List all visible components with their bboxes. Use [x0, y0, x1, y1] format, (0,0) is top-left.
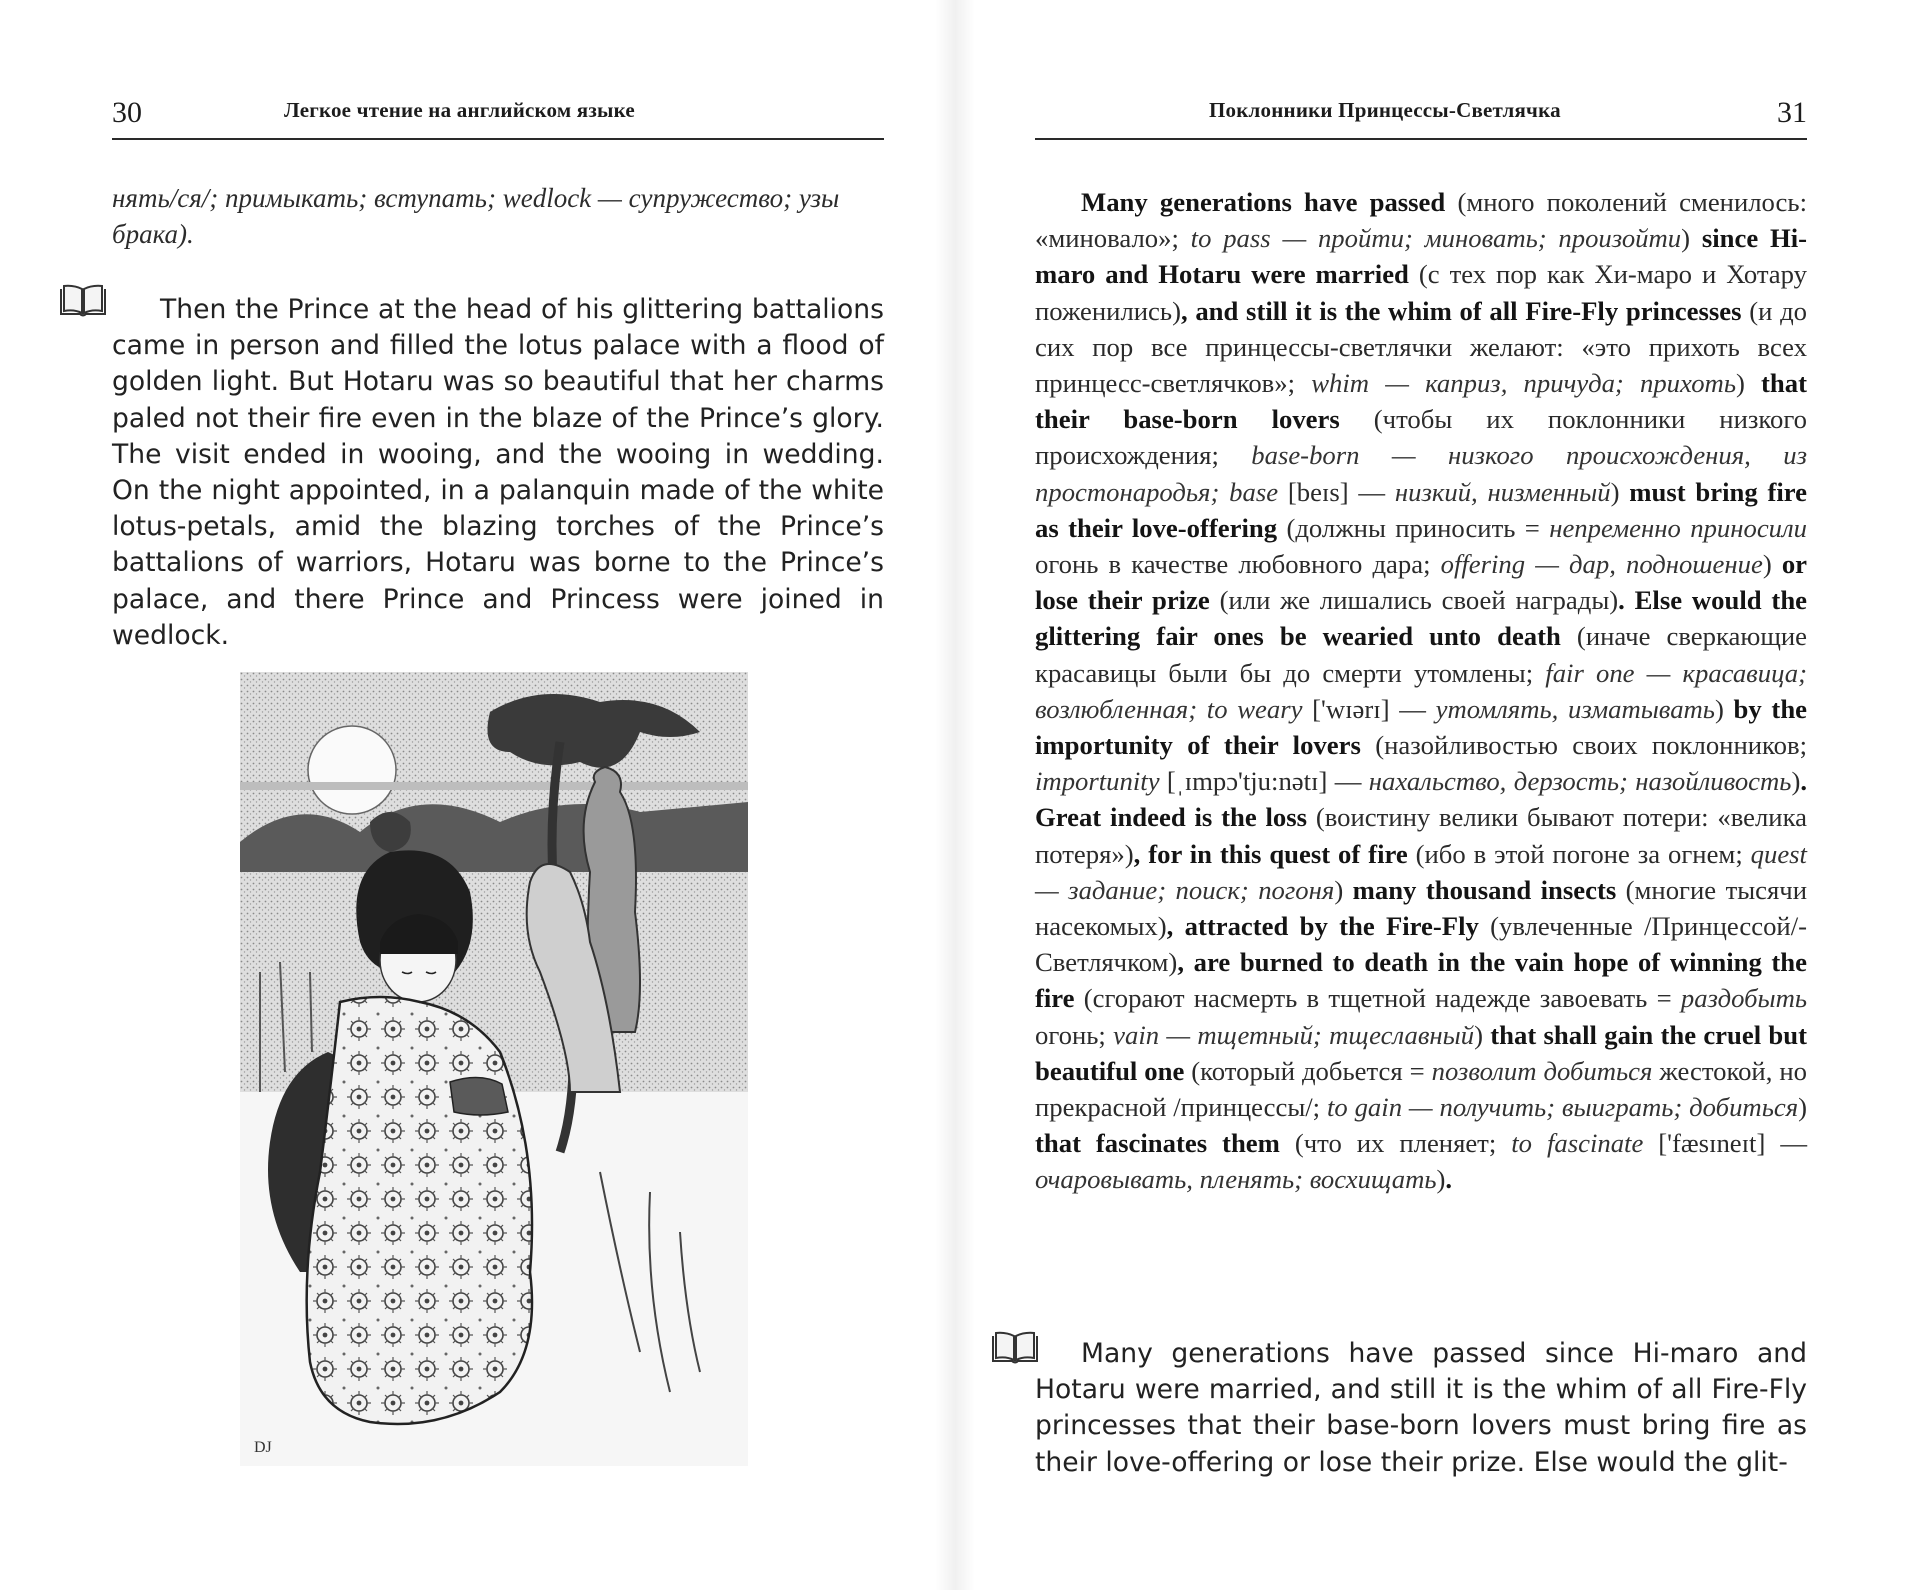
left-continuation-text: нять/ся/; примыкать; вступать; wedlock — супружество; узы брака). — [112, 183, 840, 249]
russian-translation: ['fæsɪneɪt] — — [1643, 1128, 1808, 1159]
russian-translation: ) — [1474, 1019, 1491, 1050]
russian-translation: ) — [1681, 223, 1702, 254]
gloss-italic: base-born — низкого происхождения, из простонародья; base — [1035, 440, 1807, 507]
gloss-italic: нахальство, дерзость; назойливость — [1368, 766, 1792, 797]
russian-translation: (сгорают насмерть в тщетной надежде завоевать = — [1074, 983, 1681, 1014]
russian-translation: (воистину велики бывают потери: «велика потеря») — [1035, 802, 1807, 869]
left-running-title: Легкое чтение на английском языке — [284, 98, 635, 122]
gloss-italic: vain — тщетный; тщеславный — [1113, 1019, 1475, 1050]
russian-translation: (должны приносить = — [1277, 512, 1550, 543]
gloss-italic: очаровывать, пленять; восхищать — [1035, 1164, 1437, 1195]
right-running-head — [1035, 92, 1807, 140]
gloss-italic: importunity — [1035, 766, 1160, 797]
gloss-italic: низкий, низменный — [1394, 476, 1611, 507]
right-page-number: 31 — [1777, 96, 1807, 129]
russian-translation: (с тех пор как Хи-маро и Хотару поженились) — [1035, 259, 1807, 326]
russian-translation: (ибо в этой погоне за огнем; — [1407, 838, 1751, 869]
right-page — [955, 0, 1910, 1590]
english-phrase: . — [1445, 1164, 1453, 1195]
gloss-italic: раздобыть — [1680, 983, 1807, 1014]
russian-translation: огонь; — [1035, 1019, 1114, 1050]
illustration-artwork — [240, 672, 748, 1466]
english-phrase: , are burned to death in the vain hope of winning the fire — [1035, 947, 1807, 1014]
geisha-illustration — [240, 672, 748, 1466]
english-phrase: must bring fire as their love-offering — [1035, 476, 1807, 543]
english-phrase: that shall gain the cruel but beautiful one — [1035, 1019, 1807, 1086]
russian-translation: (назойливостью своих поклонников; — [1360, 730, 1807, 761]
english-phrase: . Else would the glittering fair ones be wearied unto death — [1035, 585, 1808, 652]
left-running-head — [112, 92, 884, 140]
english-phrase: , attracted by the Fire-Fly — [1166, 911, 1479, 942]
english-phrase: . Great indeed is the loss — [1035, 766, 1807, 833]
gloss-italic: утомлять, изматывать — [1435, 693, 1715, 724]
english-phrase: , for in this quest of fire — [1133, 838, 1408, 869]
russian-translation: огонь в качестве любовного дара; — [1035, 549, 1441, 580]
left-page-number: 30 — [112, 96, 142, 129]
gloss-italic: to fascinate — [1511, 1128, 1644, 1159]
gloss-italic: fair one — красавица; возлюбленная; to weary — [1035, 657, 1807, 724]
gloss-italic: offering — дар, подношение — [1440, 549, 1763, 580]
english-phrase: , and still it is the whim of all Fire-Fly princesses — [1180, 295, 1742, 326]
right-running-title: Поклонники Принцессы-Светлячка — [1209, 98, 1561, 122]
russian-translation: (многие тысячи насекомых) — [1035, 874, 1807, 942]
english-phrase: since Hi-maro and Hotaru were married — [1035, 223, 1808, 290]
russian-translation: [beɪs] — — [1278, 476, 1395, 507]
russian-translation: ) — [1798, 1092, 1807, 1123]
russian-translation: ) — [1762, 549, 1782, 580]
russian-translation: [ˌɪmpɔ'tju:nətɪ] — — [1159, 766, 1369, 797]
english-phrase: that fascinates them — [1035, 1128, 1280, 1159]
russian-translation: (много поколений сменилось: «миновало»; — [1035, 187, 1807, 254]
gloss-italic: to gain — получить; выиграть; добиться — [1326, 1092, 1799, 1123]
russian-translation: ) — [1714, 693, 1734, 724]
russian-translation: ['wɪərɪ] — — [1302, 693, 1436, 724]
right-english-paragraph: Many generations have passed since Hi-maro and Hotaru were married, and still it is the whim of all Fire-Fly princesses that their base-born lovers must bring fire as their love-offering or lose their prize. Else would the glit- — [1035, 1338, 1807, 1478]
russian-translation: ) — [1436, 1164, 1446, 1195]
bilingual-annotated-paragraph — [1035, 184, 1807, 1198]
english-phrase: Many generations have passed — [1081, 187, 1446, 217]
open-book-icon — [990, 1330, 1040, 1366]
russian-translation: ) — [1610, 476, 1630, 507]
russian-translation: (что их пленяет; — [1279, 1128, 1512, 1159]
english-phrase: that their base-born lovers — [1035, 368, 1807, 435]
gloss-italic: quest — задание; поиск; погоня — [1035, 838, 1807, 905]
gloss-italic: непременно приносили — [1549, 512, 1808, 543]
russian-translation: (иначе сверкающие красавицы были бы до смерти утомлены; — [1035, 621, 1807, 688]
russian-translation: (чтобы их поклонники низкого происхождения; — [1035, 404, 1807, 471]
english-phrase: by the importunity of their lovers — [1035, 693, 1808, 761]
russian-translation: ) — [1334, 874, 1353, 905]
gloss-italic: whim — каприз, причуда; прихоть — [1311, 368, 1736, 399]
english-phrase: many thousand insects — [1352, 874, 1617, 905]
illustration-signature: DJ — [254, 1439, 272, 1456]
russian-translation: (который добьется = — [1184, 1055, 1432, 1086]
russian-translation: ) — [1791, 766, 1801, 797]
english-phrase: or lose their prize — [1035, 549, 1808, 616]
gloss-italic: to pass — пройти; миновать; произойти — [1190, 223, 1682, 254]
left-english-paragraph: Then the Prince at the head of his glittering battalions came in person and filled the lotus palace with a flood of golden light. But Hotaru was so beautiful that her charms paled not their fire even in the blaze of the Prince’s glory. The visit ended in wooing, and the wooing in wedding. On the night appointed, in a palanquin made of the white lotus-petals, amid the blazing torches of the Prince’s battalions of warriors, Hotaru was borne to the Prince’s palace, and there Prince and Princess were joined in wedlock. — [112, 294, 884, 651]
russian-translation: (увлеченные /Принцессой/-Светлячком) — [1035, 911, 1807, 978]
open-book-icon — [58, 283, 108, 319]
russian-translation: (и до сих пор все принцессы-светлячки желают: «это прихоть всех принцесс-светлячков»; — [1035, 295, 1808, 399]
russian-translation: жестокой, но прекрасной /принцессы/; — [1035, 1055, 1807, 1123]
gloss-italic: позволит добиться — [1431, 1055, 1653, 1086]
russian-translation: (или же лишались своей награды) — [1209, 585, 1619, 616]
russian-translation: ) — [1735, 368, 1762, 399]
